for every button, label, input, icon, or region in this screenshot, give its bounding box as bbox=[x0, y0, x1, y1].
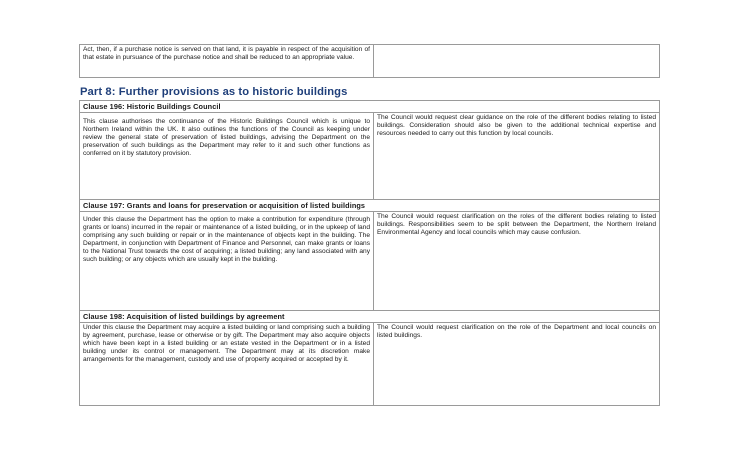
clause-196-heading-row bbox=[80, 101, 660, 113]
clause-198-response: The Council would request clarification on the role of the Department and local councils on listed buildings. bbox=[374, 323, 660, 406]
clause-198-description: Under this clause the Department may acquire a listed building or land comprising such a building by agreement, purchase, lease or otherwise or by gift. The Department may also acquire objects which have been kept in a listed building or an estate vested in the Department or in a listed building under its control or management. The Department may at its discretion make arrangements for the management, custody and use of property acquired or accepted by it. bbox=[80, 323, 374, 406]
intro-table bbox=[79, 44, 660, 78]
clauses-table bbox=[79, 100, 660, 406]
table-row bbox=[80, 45, 660, 78]
clause-198-heading-row bbox=[80, 311, 660, 323]
clause-197-row bbox=[80, 212, 660, 311]
intro-left-cell: Act, then, if a purchase notice is served on that land, it is payable in respect of the acquisition of that estate in pursuance of the purchase notice and shall be reduced to an appropriate value. bbox=[80, 45, 374, 78]
clause-197-heading-row bbox=[80, 200, 660, 212]
clause-196-heading: Clause 196: Historic Buildings Council bbox=[80, 101, 660, 113]
intro-right-cell bbox=[374, 45, 660, 78]
clause-196-row bbox=[80, 113, 660, 200]
clause-196-description: This clause authorises the continuance of the Historic Buildings Council which is unique to Northern Ireland within the UK. It also outlines the functions of the Council as keeping under review the general state of preservation of listed buildings, advising the Department on the preservation of such buildings as the Department may refer to it and such other functions as conferred on it by statutory provision. bbox=[80, 113, 374, 200]
clause-197-response: The Council would request clarification on the roles of the different bodies relating to listed buildings. Responsibilities seem to be split between the Department, the Northern Ireland Environmental Agency and local councils which may cause confusion. bbox=[374, 212, 660, 311]
clause-198-heading: Clause 198: Acquisition of listed buildings by agreement bbox=[80, 311, 660, 323]
clause-197-description: Under this clause the Department has the option to make a contribution for expenditure (through grants or loans) incurred in the repair or maintenance of a listed building, or in the upkeep of land comprising any such building or repair or in the maintenance of objects kept in the building. The Department, in conjunction with Department of Finance and Personnel, can make grants or loans to the National Trust towards the cost of acquiring; a listed building; any land associated with any such building; or any objects which are usually kept in the building. bbox=[80, 212, 374, 311]
clause-197-heading: Clause 197: Grants and loans for preservation or acquisition of listed buildings bbox=[80, 200, 660, 212]
part-title: Part 8: Further provisions as to historic buildings bbox=[80, 86, 348, 98]
clause-198-row bbox=[80, 323, 660, 406]
clause-196-response: The Council would request clear guidance on the role of the different bodies relating to listed buildings. Consideration should also be given to the additional technical expertise and resources needed to carry out this function by local councils. bbox=[374, 113, 660, 200]
